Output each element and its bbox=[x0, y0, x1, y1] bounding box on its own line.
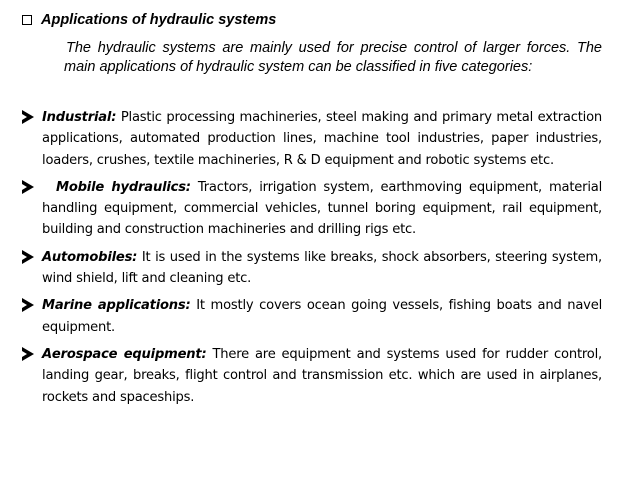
list-item-industrial bbox=[22, 107, 602, 171]
list-item-automobiles bbox=[22, 247, 602, 290]
arrow-bullet-icon bbox=[22, 250, 34, 264]
intro-paragraph: The hydraulic systems are mainly used for precise control of larger forces. The main applications of hydraulic system can be classified in five categories: bbox=[64, 40, 602, 75]
arrow-bullet-icon bbox=[22, 298, 34, 312]
list-item-text bbox=[42, 247, 602, 290]
item-description: Tractors, irrigation system, earthmoving equipment, material handling equipment, commercial vehicles, tunnel boring equipment, rail equipment, building and construction machineries and drilling rigs etc. bbox=[42, 179, 603, 238]
item-description: It mostly covers ocean going vessels, fishing boats and navel equipment. bbox=[42, 298, 603, 335]
item-description: Plastic processing machineries, steel making and primary metal extraction applications, automated production lines, machine tool industries, paper industries, loaders, crushes, textile machineries, R & D equipment and robotic systems etc. bbox=[42, 110, 602, 168]
list-item-marine-applications bbox=[22, 295, 602, 338]
arrow-bullet-icon bbox=[22, 180, 34, 194]
item-label: Automobiles: bbox=[42, 249, 138, 265]
list-item-text bbox=[42, 107, 602, 171]
section-heading bbox=[22, 11, 612, 29]
arrow-bullet-icon bbox=[22, 110, 34, 124]
arrow-bullet-icon bbox=[22, 347, 34, 361]
item-label: Aerospace equipment: bbox=[42, 346, 207, 362]
item-description: It is used in the systems like breaks, shock absorbers, steering system, wind shield, lift and cleaning etc. bbox=[42, 249, 602, 287]
item-label: Marine applications: bbox=[42, 298, 191, 314]
list-item-mobile-hydraulics bbox=[22, 177, 602, 241]
list-item-text bbox=[42, 295, 602, 338]
list-item-text bbox=[42, 344, 602, 408]
list-item-aerospace-equipment bbox=[22, 344, 602, 408]
heading-title: Applications of hydraulic systems bbox=[41, 12, 277, 28]
item-label: Industrial: bbox=[42, 110, 117, 125]
list-item-text bbox=[42, 177, 602, 241]
item-description: There are equipment and systems used for rudder control, landing gear, breaks, flight control and transmission etc. which are used in airplanes, rockets and spaceships. bbox=[42, 346, 602, 405]
application-list bbox=[22, 107, 602, 414]
checkbox-square-bullet-icon bbox=[22, 15, 32, 25]
item-label: Mobile hydraulics: bbox=[55, 179, 191, 195]
